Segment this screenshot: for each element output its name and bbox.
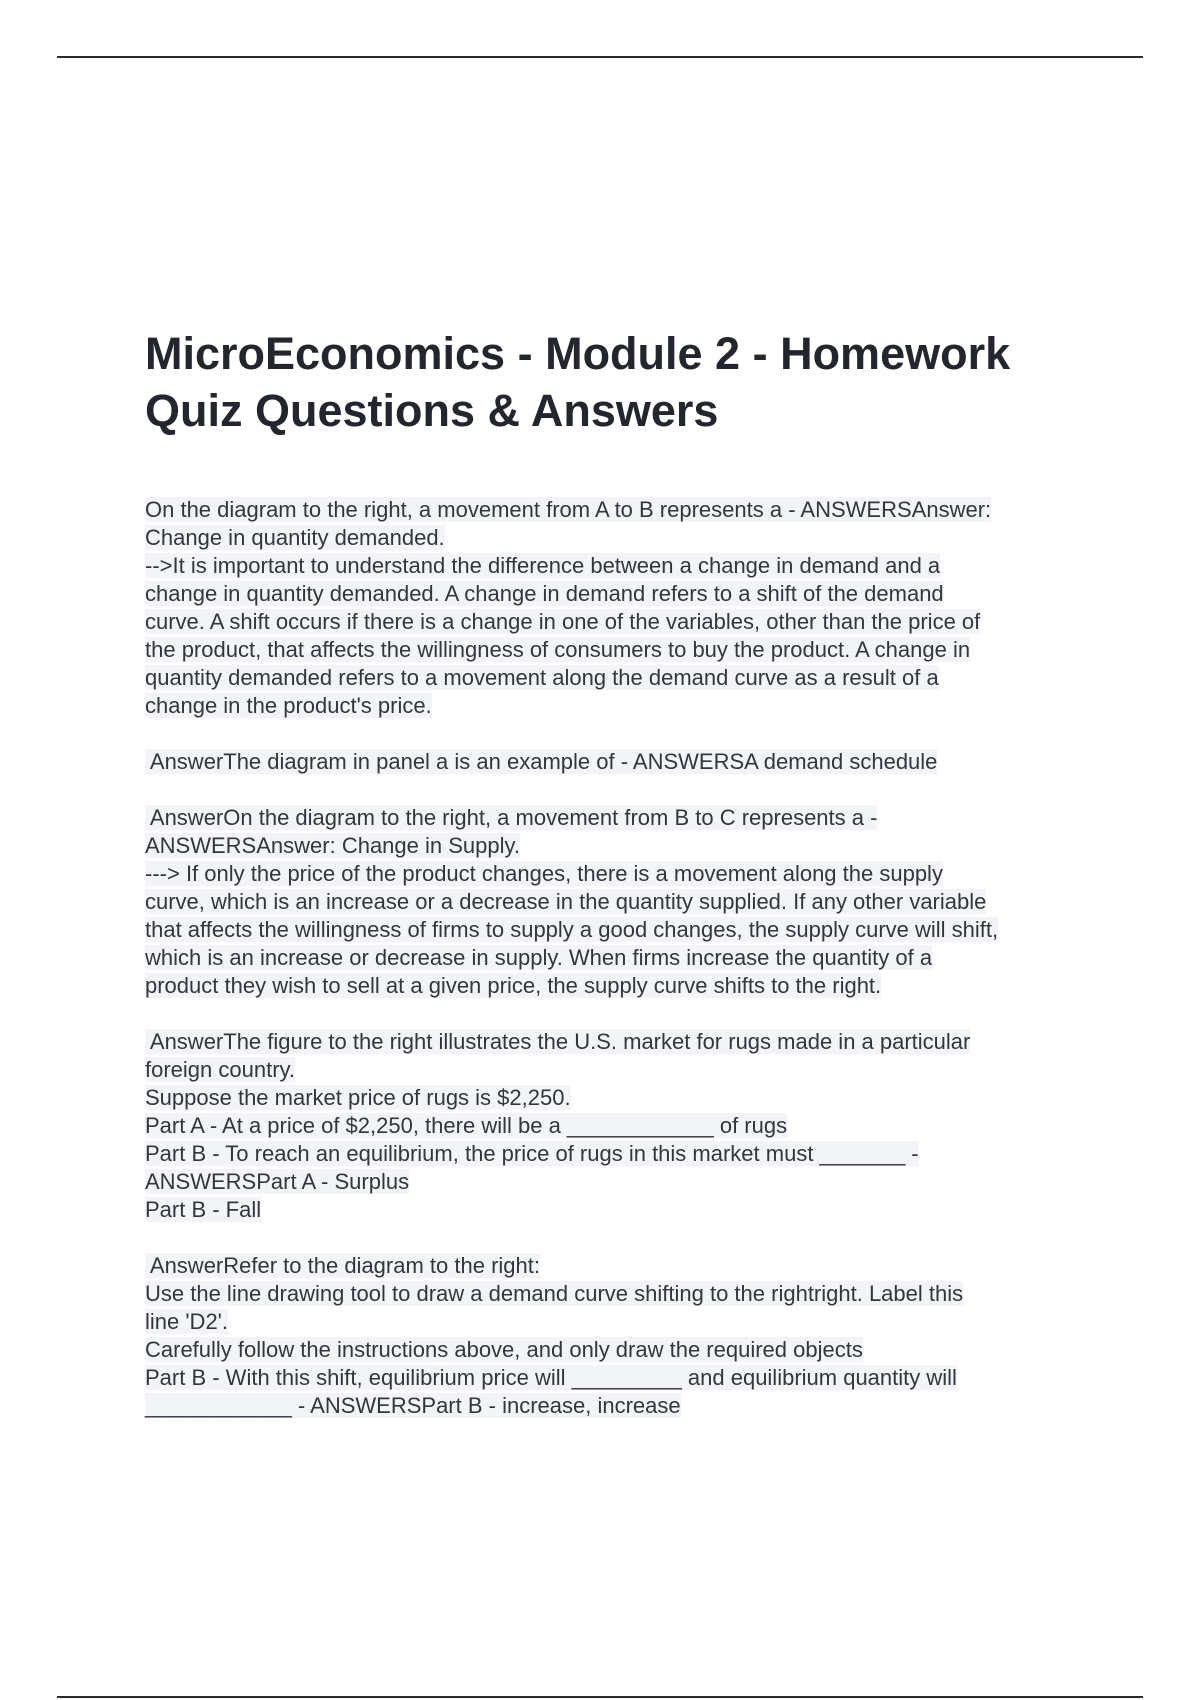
- text-line: On the diagram to the right, a movement from A to B represents a - ANSWERSAnswer:: [145, 497, 992, 522]
- text-line: curve, which is an increase or a decrease in the quantity supplied. If any other variable: [145, 889, 987, 914]
- qa-block-3: [145, 804, 1095, 1000]
- text-line: Use the line drawing tool to draw a demand curve shifting to the rightright. Label this: [145, 1281, 964, 1306]
- text-line: ____________ - ANSWERSPart B - increase, increase: [145, 1393, 681, 1418]
- text-line: Part B - Fall: [145, 1197, 262, 1222]
- qa-block-1: [145, 496, 1095, 720]
- text-line: Part B - With this shift, equilibrium price will _________ and equilibrium quantity will: [145, 1365, 957, 1390]
- text-line: -->It is important to understand the difference between a change in demand and a: [145, 553, 941, 578]
- qa-block-2: [145, 748, 1095, 776]
- text-line: AnswerOn the diagram to the right, a movement from B to C represents a -: [145, 805, 878, 830]
- qa-block-5: [145, 1252, 1095, 1420]
- text-line: Carefully follow the instructions above, and only draw the required objects: [145, 1337, 863, 1362]
- text-line: ANSWERSPart A - Surplus: [145, 1169, 410, 1194]
- text-line: foreign country.: [145, 1057, 296, 1082]
- qa-block-4: [145, 1028, 1095, 1224]
- text-line: change in the product's price.: [145, 693, 432, 718]
- qa-content: [145, 496, 1095, 1448]
- text-line: ANSWERSAnswer: Change in Supply.: [145, 833, 520, 858]
- text-line: product they wish to sell at a given price, the supply curve shifts to the right.: [145, 973, 882, 998]
- text-line: curve. A shift occurs if there is a change in one of the variables, other than the price of: [145, 609, 981, 634]
- text-line: Change in quantity demanded.: [145, 525, 445, 550]
- title-line-2: Quiz Questions & Answers: [145, 385, 719, 436]
- text-line: Part A - At a price of $2,250, there will be a ____________ of rugs: [145, 1113, 788, 1138]
- text-line: Part B - To reach an equilibrium, the price of rugs in this market must _______ -: [145, 1141, 919, 1166]
- text-line: Suppose the market price of rugs is $2,250.: [145, 1085, 571, 1110]
- text-line: ---> If only the price of the product changes, there is a movement along the supply: [145, 861, 943, 886]
- top-rule: [57, 56, 1143, 58]
- text-line: AnswerRefer to the diagram to the right:: [145, 1253, 540, 1278]
- text-line: quantity demanded refers to a movement along the demand curve as a result of a: [145, 665, 939, 690]
- text-line: that affects the willingness of firms to supply a good changes, the supply curve will shift,: [145, 917, 999, 942]
- title-line-1: MicroEconomics - Module 2 - Homework: [145, 328, 1011, 379]
- text-line: the product, that affects the willingness of consumers to buy the product. A change in: [145, 637, 971, 662]
- text-line: change in quantity demanded. A change in demand refers to a shift of the demand: [145, 581, 944, 606]
- text-line: AnswerThe figure to the right illustrates the U.S. market for rugs made in a particular: [145, 1029, 971, 1054]
- document-title: [145, 325, 1105, 439]
- bottom-rule: [57, 1696, 1143, 1698]
- text-line: which is an increase or decrease in supply. When firms increase the quantity of a: [145, 945, 933, 970]
- text-line: line 'D2'.: [145, 1309, 228, 1334]
- text-line: AnswerThe diagram in panel a is an example of - ANSWERSA demand schedule: [145, 749, 938, 774]
